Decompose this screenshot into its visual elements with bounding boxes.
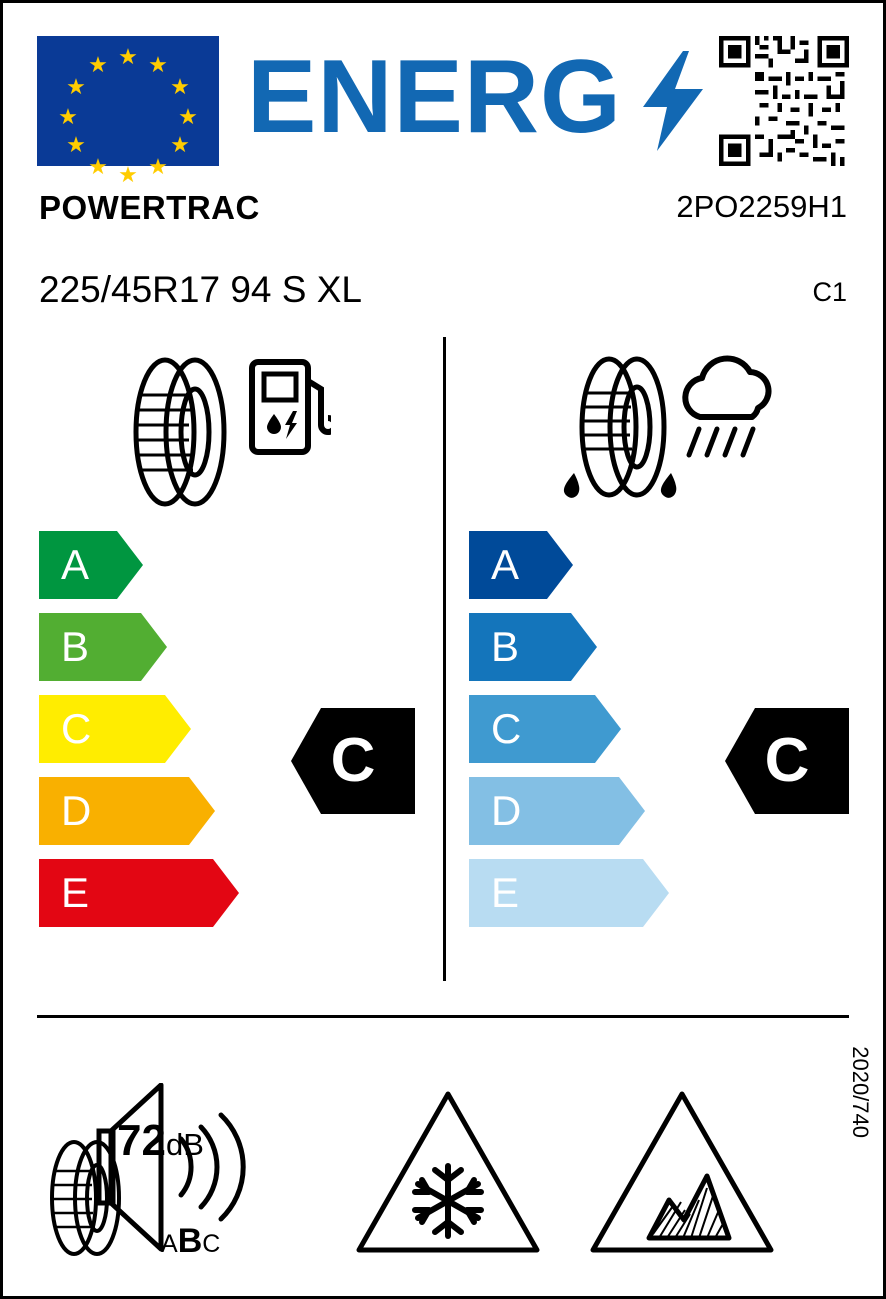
noise-class-c: C [202, 1230, 221, 1258]
horizontal-divider [37, 1015, 849, 1018]
grade-bar [39, 613, 167, 681]
grade-row [39, 695, 239, 763]
label-header [3, 3, 883, 187]
fuel-efficiency-scale [39, 531, 239, 941]
lightning-bolt-icon [643, 51, 703, 151]
grade-row [469, 859, 669, 927]
wet-grip-result [725, 708, 849, 814]
regulation-reference: 2020/740 [848, 1046, 873, 1138]
noise-class-a: A [161, 1230, 178, 1258]
fuel-pump-icon [249, 359, 331, 460]
vertical-divider [443, 337, 446, 981]
ice-grip-mountain-icon [589, 1088, 775, 1261]
grade-row [469, 695, 669, 763]
grade-letter: C [491, 705, 522, 752]
grade-letter: A [491, 541, 520, 588]
grade-bar [469, 531, 573, 599]
noise-value [117, 1116, 204, 1166]
type-identifier: 2PO2259H1 [676, 189, 847, 224]
grade-letter: D [491, 787, 522, 834]
fuel-efficiency-result [291, 708, 415, 814]
grade-row [469, 531, 669, 599]
noise-class-b-selected: B [177, 1222, 203, 1260]
wet-grip-scale [469, 531, 669, 941]
noise-class-scale [161, 1222, 220, 1261]
grade-row [39, 613, 239, 681]
grade-row [39, 531, 239, 599]
grade-row [469, 613, 669, 681]
grade-row [469, 777, 669, 845]
brand-row [3, 189, 883, 249]
noise-unit: dB [165, 1127, 204, 1162]
three-peak-mountain-snowflake-icon [355, 1088, 541, 1261]
grade-row [39, 859, 239, 927]
tyre-icon [559, 355, 689, 530]
rain-cloud-icon [675, 355, 779, 480]
grade-letter: E [61, 869, 90, 916]
qr-code-icon [719, 36, 849, 166]
page-title: ENERG [247, 39, 622, 155]
grade-letter: B [491, 623, 520, 670]
tyre-class: C1 [812, 277, 847, 307]
tyre-icon [123, 355, 233, 515]
grade-letter: D [61, 787, 92, 834]
fuel-result-letter: C [330, 726, 376, 795]
grade-bar [39, 531, 143, 599]
grade-row [39, 777, 239, 845]
grade-letter: E [491, 869, 520, 916]
grade-letter: B [61, 623, 90, 670]
supplier-name: POWERTRAC [39, 189, 260, 226]
eu-flag-icon: ★ ★ ★ ★ ★ ★ ★ ★ ★ ★ ★ ★ [37, 36, 219, 166]
noise-decibels: 72 [117, 1116, 166, 1165]
grade-letter: A [61, 541, 90, 588]
wet-result-letter: C [764, 726, 810, 795]
grade-letter: C [61, 705, 92, 752]
grade-bar [469, 613, 597, 681]
tyre-size-designation: 225/45R17 94 S XL [39, 269, 362, 310]
size-row [3, 269, 883, 325]
